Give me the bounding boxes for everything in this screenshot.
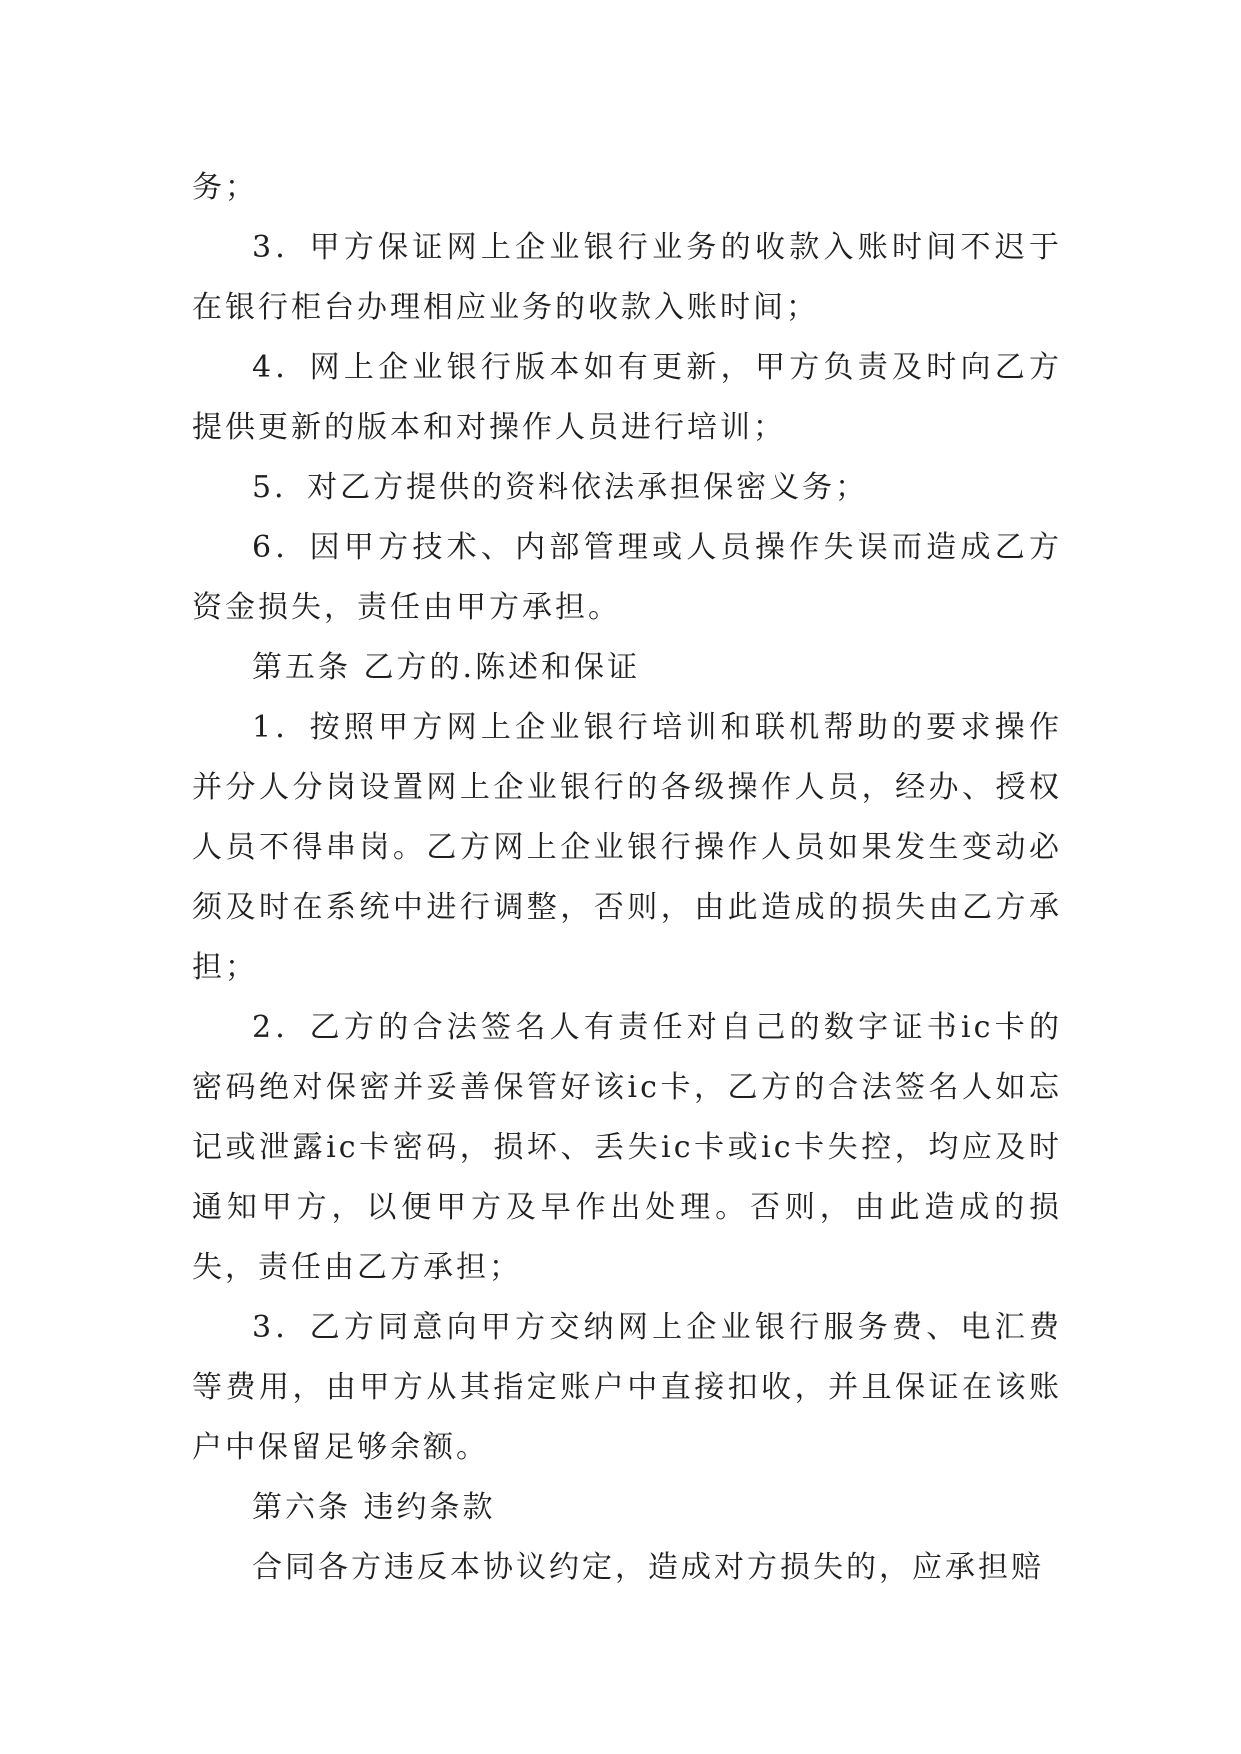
paragraph-item-4-bank-obligation: 4．网上企业银行版本如有更新，甲方负责及时向乙方提供更新的版本和对操作人员进行培训； xyxy=(192,350,1062,445)
paragraph-item-2-client-obligation: 2．乙方的合法签名人有责任对自己的数字证书ic卡的密码绝对保密并妥善保管好该ic卡，乙方的合法签名人如忘记或泄露ic卡密码，损坏、丢失ic卡或ic卡失控，均应及时通知甲方，以便甲方及早作出处理。否则，由此造成的损失，责任由乙方承担； xyxy=(192,1010,1062,1285)
article-6-heading: 第六条 违约条款 xyxy=(252,1490,496,1525)
paragraph-item-3-client-obligation: 3．乙方同意向甲方交纳网上企业银行服务费、电汇费等费用，由甲方从其指定账户中直接扣收，并且保证在该账户中保留足够余额。 xyxy=(192,1310,1062,1465)
article-5-heading: 第五条 乙方的.陈述和保证 xyxy=(252,650,641,685)
paragraph-item-1-client-obligation: 1．按照甲方网上企业银行培训和联机帮助的要求操作并分人分岗设置网上企业银行的各级操作人员，经办、授权人员不得串岗。乙方网上企业银行操作人员如果发生变动必须及时在系统中进行调整，否则，由此造成的损失由乙方承担； xyxy=(192,710,1062,985)
paragraph-breach-clause: 合同各方违反本协议约定，造成对方损失的，应承担赔 xyxy=(252,1550,1044,1585)
paragraph-continuation: 务； xyxy=(192,170,258,205)
paragraph-item-5-bank-obligation: 5．对乙方提供的资料依法承担保密义务； xyxy=(252,470,869,505)
paragraph-item-3-bank-obligation: 3．甲方保证网上企业银行业务的收款入账时间不迟于在银行柜台办理相应业务的收款入账时间； xyxy=(192,230,1062,325)
paragraph-item-6-bank-obligation: 6．因甲方技术、内部管理或人员操作失误而造成乙方资金损失，责任由甲方承担。 xyxy=(192,530,1062,625)
document-body xyxy=(192,158,1062,1598)
